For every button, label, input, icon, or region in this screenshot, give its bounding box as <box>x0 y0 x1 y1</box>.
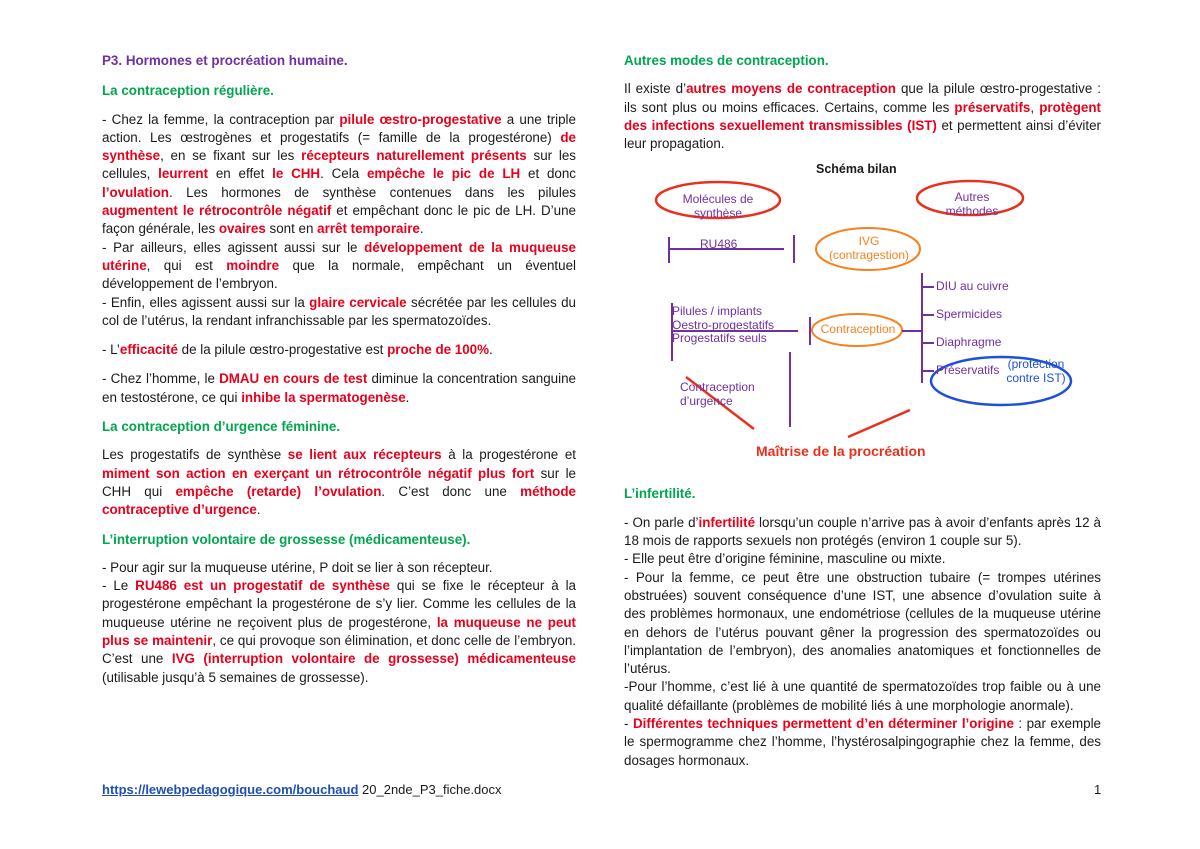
diagram-title: Schéma bilan <box>816 162 897 177</box>
label-protection: (protection contre IST) <box>1006 357 1066 385</box>
body-text: et empêchant donc le pic de LH. D’une façon générale, les <box>102 203 576 237</box>
label-urgence: Contraception d’urgence <box>680 380 755 408</box>
body-text: que la pilule œstro-progestative : ils sont plus ou moins efficaces. Certains, comme les <box>624 81 1101 115</box>
schema-bilan-diagram <box>624 162 1101 475</box>
body-text: (utilisable jusqu’à 5 semaines de grossesse). <box>102 669 369 685</box>
highlight-text: glaire cervicale <box>309 294 407 310</box>
body-text: Les progestatifs de synthèse <box>102 447 288 463</box>
paragraph-pilule <box>102 111 576 331</box>
body-text: sur le CHH qui <box>102 465 576 499</box>
highlight-text: l’ovulation <box>102 184 169 200</box>
body-text: : par exemple le spermogramme chez l’homme, l’hystérosalpingographie chez la femme, des dosages hormonaux. <box>624 716 1102 768</box>
paragraph-efficacite <box>102 341 576 359</box>
highlight-text: miment son action en exerçant un rétrocontrôle négatif plus fort <box>102 465 535 481</box>
body-text: . <box>405 389 410 405</box>
highlight-text: empêche (retarde) l’ovulation <box>175 483 382 499</box>
body-text: qui se fixe le récepteur à la progestérone empêchant la progestérone de s’y lier. Comme les cellules de la muqueuse utérine ne reçoivent plus de progestérone, <box>102 578 577 630</box>
label-molecules: Molécules de synthèse <box>682 192 754 220</box>
label-maitrise: Maîtrise de la procréation <box>756 443 926 460</box>
label-contraception: Contraception <box>820 322 896 337</box>
highlight-text: le CHH <box>272 166 321 182</box>
highlight-text: inhibe la spermatogenèse <box>241 389 406 405</box>
highlight-text: protègent des infections sexuellement transmissibles (IST) <box>624 99 1101 133</box>
body-text: . Cela <box>320 166 367 182</box>
body-text: , en se fixant sur les <box>160 148 302 164</box>
heading-contraception-urgence: La contraception d’urgence féminine. <box>102 419 341 435</box>
heading-autres-modes: Autres modes de contraception. <box>624 53 829 68</box>
body-text: . Les hormones de synthèse contenues dans les pilules <box>168 184 576 200</box>
highlight-text: DMAU en cours de test <box>219 371 368 387</box>
body-text: sur les cellules, <box>102 148 576 182</box>
body-text: sécrétée par les cellules du col de l’utérus, la rendant infranchissable par les spermatozoïdes. <box>102 294 576 328</box>
paragraph-autres-modes <box>624 80 1101 153</box>
label-diaphragme: Diaphragme <box>936 335 1002 350</box>
highlight-text: moindre <box>226 257 280 273</box>
highlight-text: de synthèse <box>102 129 576 164</box>
highlight-text: infertilité <box>698 514 756 530</box>
label-preservatifs: Préservatifs <box>936 363 1000 378</box>
body-text: diminue la concentration sanguine en testostérone, ce qui <box>102 371 576 405</box>
highlight-text: ovaires <box>218 221 266 237</box>
body-text: , qui est <box>146 257 227 273</box>
body-text: de la pilule œstro-progestative est <box>177 342 388 358</box>
label-ru486: RU486 <box>700 237 738 252</box>
paragraph-infertilite <box>624 514 1101 770</box>
body-text: - Enfin, elles agissent aussi sur la <box>102 294 310 310</box>
body-text: - Elle peut être d’origine féminine, masculine ou mixte. <box>624 551 946 567</box>
highlight-text: Différentes techniques permettent d’en déterminer l’origine <box>632 716 1014 732</box>
line-red-right <box>848 410 910 437</box>
body-text: - <box>624 716 633 732</box>
page-number: 1 <box>1094 782 1102 797</box>
highlight-text: efficacité <box>119 342 178 358</box>
highlight-text: augmentent le rétrocontrôle négatif <box>102 203 332 219</box>
highlight-text: récepteurs naturellement présents <box>301 148 527 164</box>
body-text: , <box>1030 99 1040 115</box>
body-text: . <box>256 502 261 518</box>
label-autres: Autres méthodes <box>945 190 999 218</box>
label-pilules: Pilules / implants Oestro-progestatifs Progestatifs seuls <box>672 304 775 346</box>
body-text: Il existe d’ <box>624 81 687 97</box>
body-text: - Pour agir sur la muqueuse utérine, P doit se lier à son récepteur. <box>102 559 493 575</box>
highlight-text: se lient aux récepteurs <box>287 447 442 463</box>
highlight-text: leurrent <box>158 166 209 182</box>
body-text: . C’est donc une <box>381 483 521 499</box>
highlight-text: proche de 100% <box>387 342 490 358</box>
label-ivg: IVG (contragestion) <box>828 234 910 262</box>
body-text: en effet <box>208 166 273 182</box>
heading-contraception-reguliere: La contraception régulière. <box>102 83 274 99</box>
body-text: à la progestérone et <box>441 447 576 463</box>
body-text: - Par ailleurs, elles agissent aussi sur le <box>102 239 365 255</box>
body-text: - Pour la femme, ce peut être une obstruction tubaire (= trompes utérines obstruées) souvent conséquence d’une IST, une absence d’ovulation suite à des problèmes hormonaux, une endométriose (cellules de la muqueuse utérine en dehors de l’utérus pouvant gêner la progression des spermatozoïdes ou l’implantation de l’embryon), des anomalies anatomiques et fonctionnelles de l’utérus. <box>624 569 1101 677</box>
body-text: - Le <box>102 578 136 594</box>
body-text: , ce qui provoque son élimination, et donc celle de l’embryon. C’est une <box>102 633 576 667</box>
highlight-text: pilule œstro-progestative <box>339 111 502 127</box>
label-spermicides: Spermicides <box>936 307 1003 322</box>
body-text: . <box>489 342 493 358</box>
heading-ivg: L’interruption volontaire de grossesse (médicamenteuse). <box>102 531 471 547</box>
highlight-text: préservatifs <box>954 99 1031 115</box>
highlight-text: méthode contraceptive d’urgence <box>102 483 576 518</box>
paragraph-homme <box>102 370 576 407</box>
body-text: a une triple action. Les œstrogènes et progestatifs (= famille de la progestérone) <box>102 111 576 145</box>
body-text: - Chez l’homme, le <box>102 371 220 387</box>
body-text: et permettent ainsi d’éviter leur propagation. <box>624 117 1101 152</box>
footer-source <box>102 782 502 797</box>
highlight-text: la muqueuse ne peut plus se maintenir <box>102 614 577 649</box>
highlight-text: arrêt temporaire <box>317 221 420 237</box>
body-text: que la normale, empêchant un éventuel développement de l’embryon. <box>102 257 576 292</box>
footer-filename: 20_2nde_P3_fiche.docx <box>358 782 502 797</box>
footer-link[interactable]: https://lewebpedagogique.com/bouchaud <box>102 782 359 797</box>
highlight-text: développement de la muqueuse utérine <box>102 239 576 273</box>
paragraph-urgence <box>102 446 576 519</box>
right-column <box>624 52 1101 770</box>
body-text: lorsqu’un couple n’arrive pas à avoir d’enfants après 12 à 18 mois de rapports sexuels non protégés (environ 1 couple sur 5). <box>624 514 1101 549</box>
body-text: . <box>419 221 424 237</box>
document-title: P3. Hormones et procréation humaine. <box>102 53 348 68</box>
body-text: - On parle d’ <box>624 514 699 530</box>
body-text: et donc <box>520 166 576 182</box>
highlight-text: RU486 est un progestatif de synthèse <box>135 578 390 594</box>
body-text: sont en <box>265 221 318 237</box>
heading-infertilite: L’infertilité. <box>624 486 696 502</box>
body-text: - Chez la femme, la contraception par <box>102 111 340 127</box>
body-text: -Pour l’homme, c’est lié à une quantité de spermatozoïdes trop faible ou à une qualité défaillante (problèmes de mobilité liés à une morphologie anormale). <box>624 679 1101 713</box>
highlight-text: empêche le pic de LH <box>366 166 521 182</box>
highlight-text: autres moyens de contraception <box>686 81 896 97</box>
paragraph-ivg <box>102 559 576 687</box>
left-column <box>102 52 576 687</box>
highlight-text: IVG (interruption volontaire de grossesse) médicamenteuse <box>171 651 577 667</box>
label-diu: DIU au cuivre <box>936 279 1009 294</box>
body-text: - L’ <box>102 342 120 358</box>
